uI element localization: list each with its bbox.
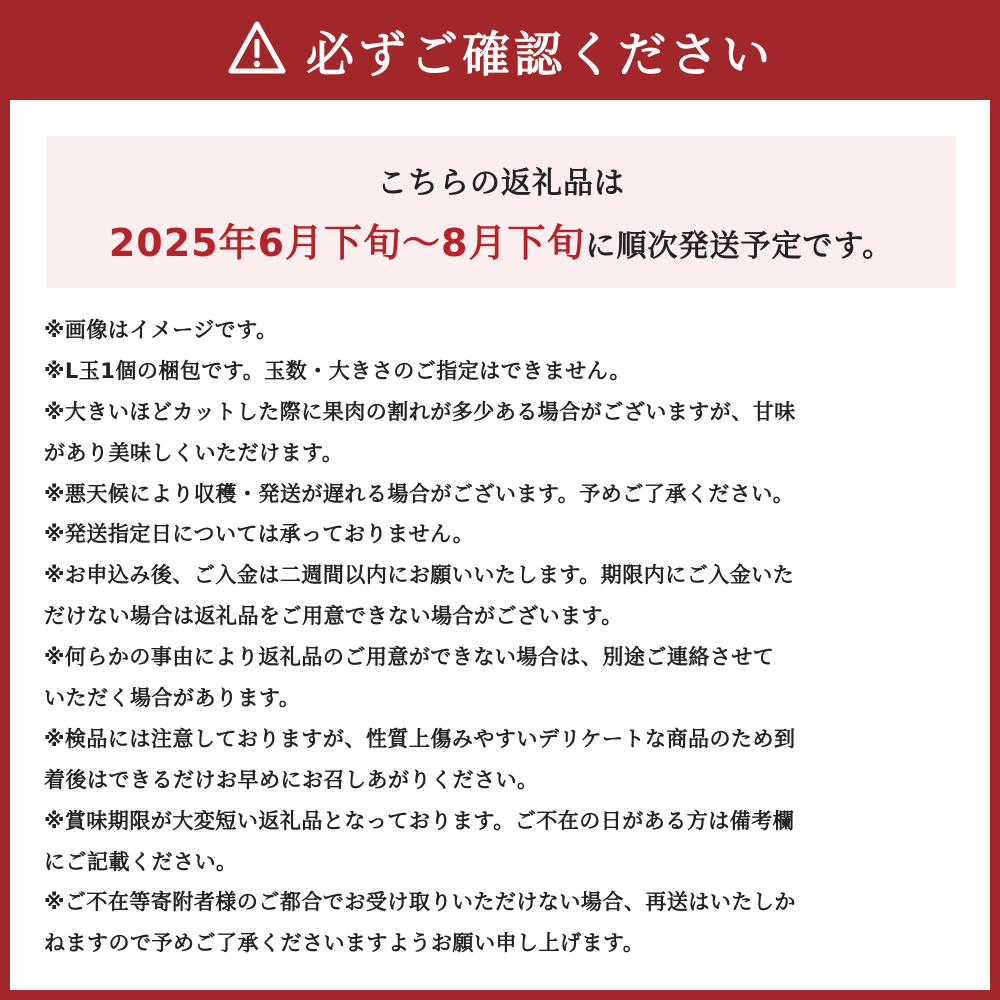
- note-line: だけない場合は返礼品をご用意できない場合がございます。: [44, 604, 623, 629]
- note-line: ねますので予めご了承くださいますようお願い申し上げます。: [44, 931, 645, 956]
- note-line: ※発送指定日については承っておりません。: [44, 522, 475, 547]
- note-line: ※大きいほどカットした際に果肉の割れが多少ある場合がございますが、甘味: [44, 399, 796, 424]
- note-line: ※ご不在等寄附者様のご都合でお受け取りいただけない場合、再送はいたしか: [44, 890, 796, 915]
- note-line: 着後はできるだけお早めにお召しあがりください。: [44, 767, 539, 792]
- note-line: ※L玉1個の梱包です。玉数・大きさのご指定はできません。: [44, 358, 631, 383]
- warning-triangle-icon: [226, 19, 288, 77]
- note-line: ※悪天候により収穫・発送が遅れる場合がございます。予めご了承ください。: [44, 481, 795, 506]
- note-line: ※賞味期限が大変短い返礼品となっております。ご不在の日がある方は備考欄: [44, 808, 795, 833]
- note-line: ※画像はイメージです。: [44, 318, 278, 342]
- notes-list: [44, 310, 960, 964]
- note-line: ※何らかの事由により返礼品のご用意ができない場合は、別途ご連絡させて: [44, 645, 775, 670]
- note-line: があり美味しくいただけます。: [44, 440, 344, 465]
- note-line: にご記載ください。: [44, 849, 238, 874]
- note-line: ※検品には注意しておりますが、性質上傷みやすいデリケートな商品のため到: [44, 726, 796, 751]
- note-line: いただく場合があります。: [44, 686, 301, 711]
- content-panel: [10, 100, 990, 990]
- notice-shipping-line: [109, 212, 893, 267]
- page-title: 必ずご確認ください: [305, 26, 774, 83]
- note-line: ※お申込み後、ご入金は二週間以内にお願いいたします。期限内にご入金いた: [44, 563, 795, 588]
- notice-intro: こちらの返礼品は: [377, 165, 625, 201]
- shipping-suffix: に順次発送予定です。: [585, 228, 894, 264]
- shipping-notice-box: [46, 136, 956, 288]
- shipping-period: 2025年6月下旬～8月下旬: [108, 220, 586, 265]
- header-banner: [0, 0, 1000, 100]
